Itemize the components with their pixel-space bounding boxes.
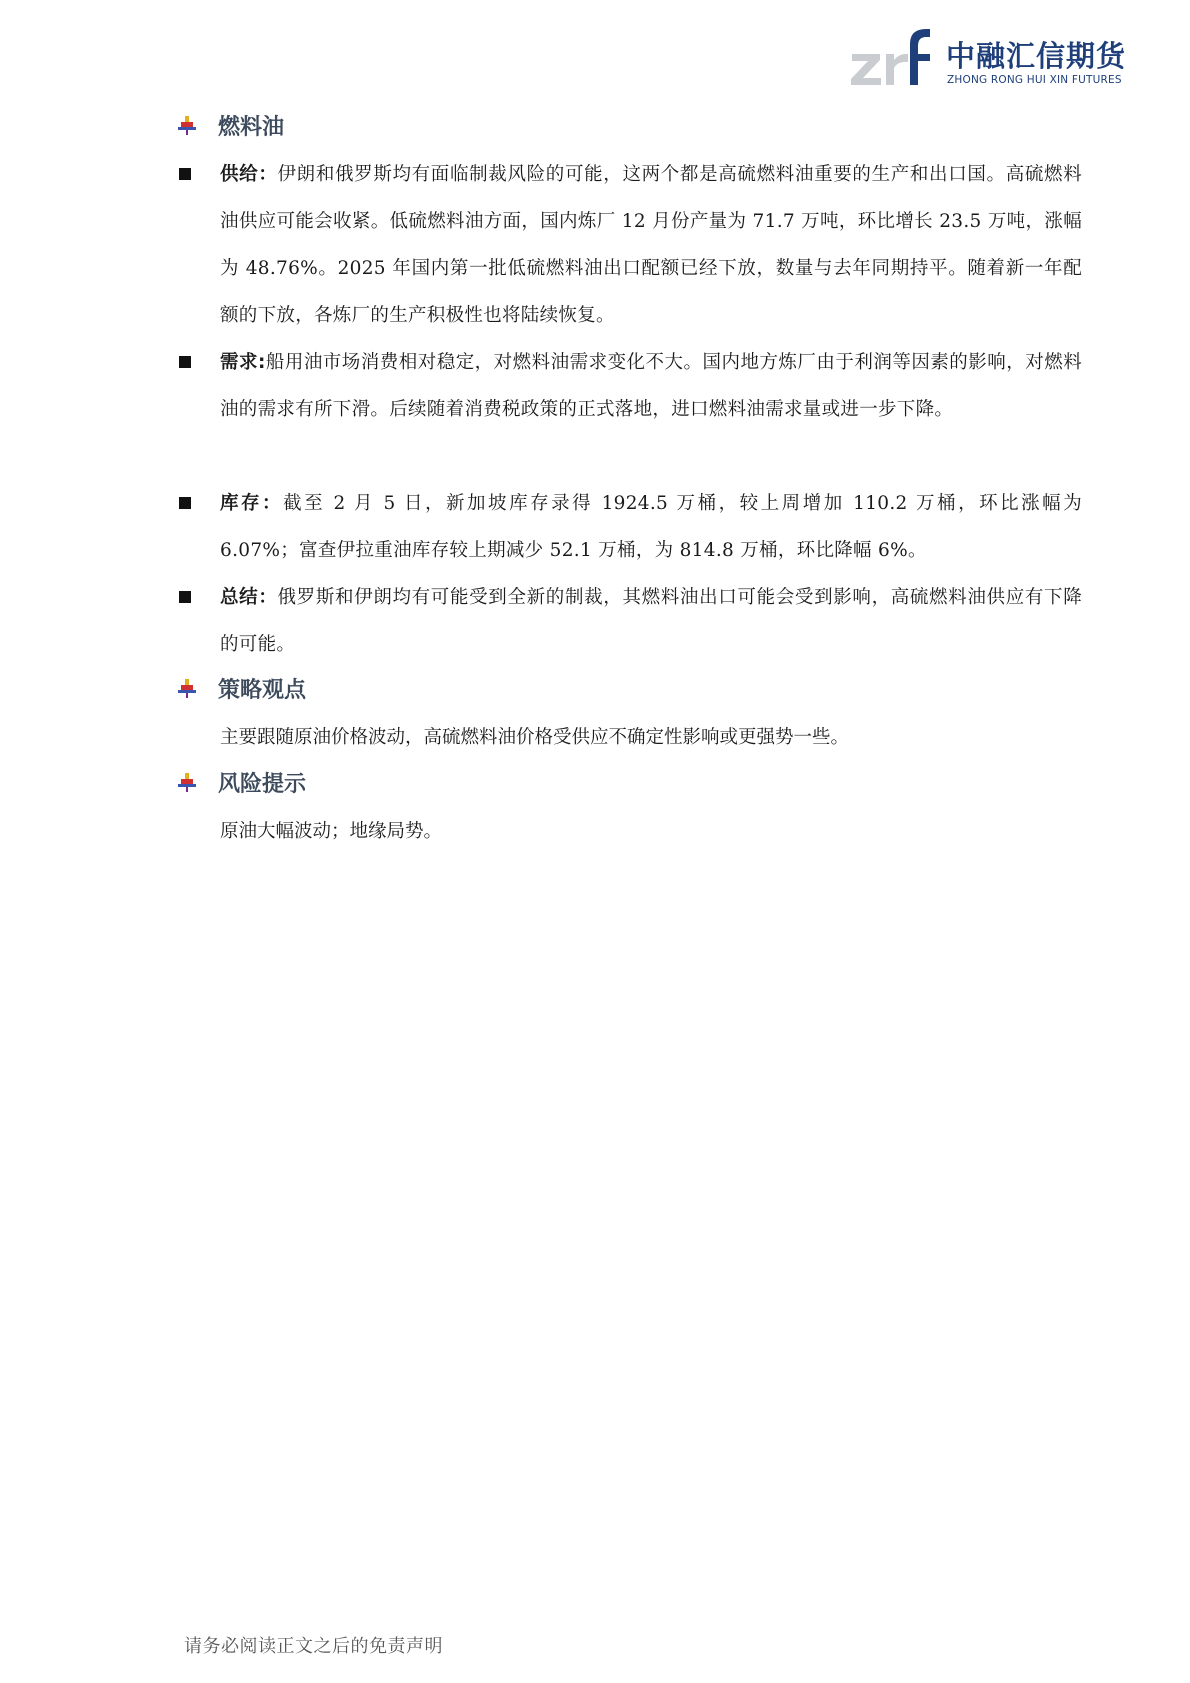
paragraph-summary [220,574,1082,668]
paragraph-label: 供给： [220,164,278,185]
paragraph-demand [220,339,1082,433]
section-title: 风险提示 [218,771,307,797]
paragraph-risk: 原油大幅波动；地缘局势。 [220,821,443,842]
logo-english-name: ZHONG RONG HUI XIN FUTURES [947,74,1122,86]
company-logo [850,26,1127,92]
pushpin-icon [176,771,198,793]
paragraph-strategy: 主要跟随原油价格波动，高硫燃料油价格受供应不确定性影响或更强势一些。 [220,727,850,748]
pushpin-icon [176,677,198,699]
bullet-square [179,497,191,509]
section-heading-risk [176,765,306,799]
paragraph-supply [220,151,1082,339]
bullet-square [179,591,191,603]
zrf-logo-icon [850,26,946,92]
paragraph-text: 船用油市场消费相对稳定，对燃料油需求变化不大。国内地方炼厂由于利润等因素的影响，对燃料油的需求有所下滑。后续随着消费税政策的正式落地，进口燃料油需求量或进一步下降。 [220,352,1082,420]
section-heading-strategy [176,671,306,705]
pushpin-icon [176,114,198,136]
paragraph-label: 总结： [220,587,278,608]
bullet-square [179,356,191,368]
disclaimer-footer: 请务必阅读正文之后的免责声明 [184,1636,443,1657]
paragraph-text: 俄罗斯和伊朗均有可能受到全新的制裁，其燃料油出口可能会受到影响，高硫燃料油供应有下降的可能。 [220,587,1082,655]
paragraph-label: 需求: [220,352,266,373]
paragraph-label: 库存： [220,493,284,514]
section-title: 燃料油 [218,114,285,140]
section-title: 策略观点 [218,677,307,703]
bullet-square [179,168,191,180]
logo-chinese-name: 中融汇信期货 [946,39,1127,73]
section-heading-fuel-oil [176,108,284,142]
paragraph-inventory [220,480,1082,574]
paragraph-text: 截至 2 月 5 日，新加坡库存录得 1924.5 万桶，较上周增加 110.2 万桶，环比涨幅为 6.07%；富查伊拉重油库存较上期减少 52.1 万桶，为 814.8 万桶，环比降幅 6%。 [220,493,1083,561]
paragraph-text: 伊朗和俄罗斯均有面临制裁风险的可能，这两个都是高硫燃料油重要的生产和出口国。高硫燃料油供应可能会收紧。低硫燃料油方面，国内炼厂 12 月份产量为 71.7 万吨，环比增长 23.5 万吨，涨幅为 48.76%。2025 年国内第一批低硫燃料油出口配额已经下放，数量与去年同期持平。随着新一年配额的下放，各炼厂的生产积极性也将陆续恢复。 [220,164,1082,326]
